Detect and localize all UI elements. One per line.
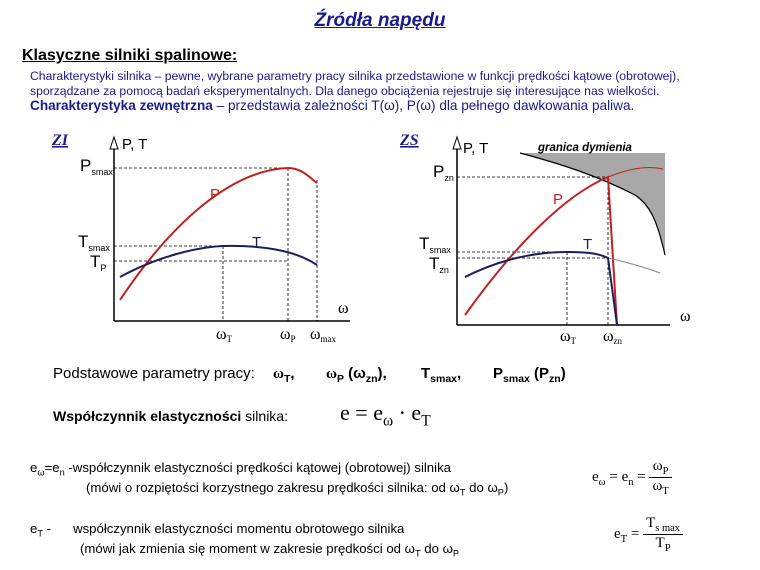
basic-parameters [53,365,653,389]
smoke-limit-label: granica dymienia [538,142,632,154]
chart-zs-t-curve-label: T [583,236,593,253]
param-psmax-suffix2: ) [560,365,566,382]
speed-formula-num [649,458,671,478]
tick-omega-t-sub: T [226,334,233,344]
label-psmax [80,156,113,177]
torque-coef-note [80,541,459,559]
param-omega-t-main: ω [273,366,284,382]
speed-formula-num-main: ω [652,458,663,474]
chart-zi-x-label: ω [338,300,349,317]
formula-eq: = [349,400,374,425]
torque-note-sub2: P [452,548,460,559]
param-psmax-sub: smax [503,373,530,385]
torque-coef-symbol-sub: T [37,528,43,539]
torque-coef-symbol: e [30,521,38,536]
torque-note-sub1: T [414,548,421,559]
page-title: Źródła napędu [314,10,446,31]
speed-note-pre: (mówi o rozpiętości korzystnego zakresu prędkości silnika: od ω [86,480,460,495]
torque-formula-num-main: T [646,515,656,531]
tick-omega-max-sub: max [320,334,337,344]
speed-formula-fraction [649,458,671,497]
param-psmax-sub2: zn [549,373,561,385]
speed-formula-e: e [592,468,599,485]
speed-formula-den-sub: T [662,486,669,497]
chart-zs-x-label: ω [680,308,691,325]
elasticity-label [53,408,288,424]
param-omega-p-sub2: zn [365,373,378,385]
chart-zs-t-extension [608,258,660,273]
tick-omega-t-zs [560,328,577,346]
speed-formula-den [649,478,671,497]
external-characteristic-text [30,98,750,113]
tick-omega-t-zs-main: ω [560,328,571,345]
param-tsmax-suffix: , [457,365,462,382]
chart-zi-t-curve-label: T [252,234,262,251]
description: Charakterystyki silnika – pewne, wybrane parametry pracy silnika przedstawione w funkcji prędkości kątowe (obrotowej), sporządzane za pomocą badań eksperymentalnych. Dla danego obciążenia rejestruje się interesujące nas wielkości. [30,69,680,98]
label-pzn-main: P [433,162,445,181]
speed-coef-symbol-sub: ω [37,467,45,478]
external-characteristic-rest: – przedstawia zależności T(ω), P(ω) dla pełnego dawkowania paliwa. [212,98,635,113]
chart-zi-t-curve [120,246,317,277]
param-omega-p-suffix2: ), [377,365,387,382]
torque-note-pre: (mówi jak zmienia się moment w zakresie prędkości od ω [80,541,415,556]
chart-zs [395,125,700,350]
param-omega-p-sub: P [336,373,344,385]
label-pzn [433,162,454,183]
tick-omega-zn [603,328,623,346]
speed-coef-eq-sub: n [59,467,65,478]
tick-omega-t-main: ω [216,326,227,343]
param-psmax-suffix: (P [529,365,550,382]
speed-formula-en-sub: n [628,476,634,488]
tick-omega-p-sub: P [290,334,296,344]
param-omega-p-main: ω [326,366,337,382]
label-psmax-main: P [80,156,92,175]
label-tzn-main: T [429,254,440,273]
formula-s1: ω [382,412,394,430]
label-tsmax-zs [419,234,451,255]
section-heading: Klasyczne silniki spalinowe: [22,47,238,64]
formula-e2: e [411,400,422,425]
torque-coef-formula: $e_T$ = $\frac{T_{s max}}{T_P}$ [614,515,683,554]
tick-omega-zn-sub: zn [613,336,623,346]
chart-zs-p-curve [465,177,617,325]
external-characteristic-bold: Charakterystyka zewnętrzna [30,98,213,113]
elasticity-label-bold: Współczynnik elastyczności [53,408,242,424]
param-omega-p-suffix: (ω [343,365,366,382]
label-tp-sub: P [100,263,107,273]
tick-omega-max-main: ω [310,326,321,343]
params-label: Podstawowe parametry pracy: [53,365,255,382]
label-tp-main: T [90,252,101,271]
param-omega-t-suffix: , [290,365,295,382]
speed-note-sub1: T [459,487,466,498]
chart-zs-y-label: P, T [463,140,489,157]
tick-omega-t-zs-sub: T [570,336,577,346]
chart-zs-p-curve-label: P [553,191,564,208]
speed-formula-num-sub: P [662,466,669,477]
speed-coef-eq: =e [44,460,60,475]
torque-formula-den [643,535,683,554]
tick-omega-p [280,326,296,344]
torque-formula-den-main: T [655,535,665,551]
torque-coef-dash: - [43,521,52,536]
tick-omega-p-main: ω [280,326,291,343]
torque-formula-e: e [614,525,621,542]
torque-formula-num-sub: s max [655,523,681,534]
speed-coef-line [30,460,451,478]
elasticity-label-rest: silnika: [241,408,288,424]
chart-zs-t-curve [465,252,617,325]
speed-coef-symbol: e [30,460,38,475]
chart-zi-y-arrow [110,137,118,149]
speed-formula-en: e [621,468,629,485]
formula-dot: · [393,400,412,425]
torque-note-mid: do ω [420,541,453,556]
speed-formula-e-sub: ω [598,476,606,488]
speed-note-sub2: P [497,487,504,498]
label-tsmax-main: T [78,232,89,251]
torque-coef-line [30,521,404,539]
label-pzn-sub: zn [444,173,454,183]
chart-zi-y-label: P, T [122,136,148,153]
speed-coef-text: -współczynnik elastyczności prędkości kątowej (obrotowej) silnika [64,460,451,475]
label-tsmax-zs-main: T [419,234,430,253]
speed-note-end: ) [503,480,509,495]
label-tsmax [78,232,110,253]
speed-note-mid: do ω [465,480,498,495]
speed-formula-den-main: ω [652,478,663,494]
label-psmax-sub: smax [91,167,113,177]
tick-omega-zn-main: ω [603,328,614,345]
torque-formula-fraction [643,515,683,554]
chart-zi-p-curve-label: P [210,186,221,203]
label-tsmax-sub: smax [88,243,110,253]
param-psmax-main: P [493,365,504,382]
speed-coef-note [86,480,508,498]
param-psmax [493,365,566,385]
elasticity-formula [340,400,431,430]
label-tp [90,252,106,273]
param-tsmax-sub: smax [430,373,458,385]
param-omega-t [273,365,295,385]
param-omega-p [326,365,387,385]
torque-formula-num [643,515,683,535]
speed-coef-formula: $e_\omega = e_n$ = $\frac{\omega_P}{\omega_T}$ [592,458,672,497]
param-tsmax [421,365,461,385]
param-tsmax-main: T [421,365,431,382]
torque-coef-text: współczynnik elastyczności momentu obrotowego silnika [73,521,405,536]
formula-e1: e [373,400,383,425]
chart-zi-tag: ZI [52,132,68,149]
torque-formula-den-sub: P [664,543,671,554]
tick-omega-t [216,326,233,344]
chart-zs-tag: ZS [400,132,419,149]
label-tsmax-zs-sub: smax [429,245,451,255]
chart-zs-y-arrow [453,137,461,149]
formula-lhs: e [340,400,350,425]
param-omega-t-sub: T [283,373,291,385]
label-tzn-sub: zn [439,265,449,275]
formula-s2: T [421,412,431,430]
chart-zi [40,125,370,350]
torque-formula-e-sub: T [620,533,628,545]
tick-omega-max [310,326,337,344]
label-tzn [429,254,449,275]
